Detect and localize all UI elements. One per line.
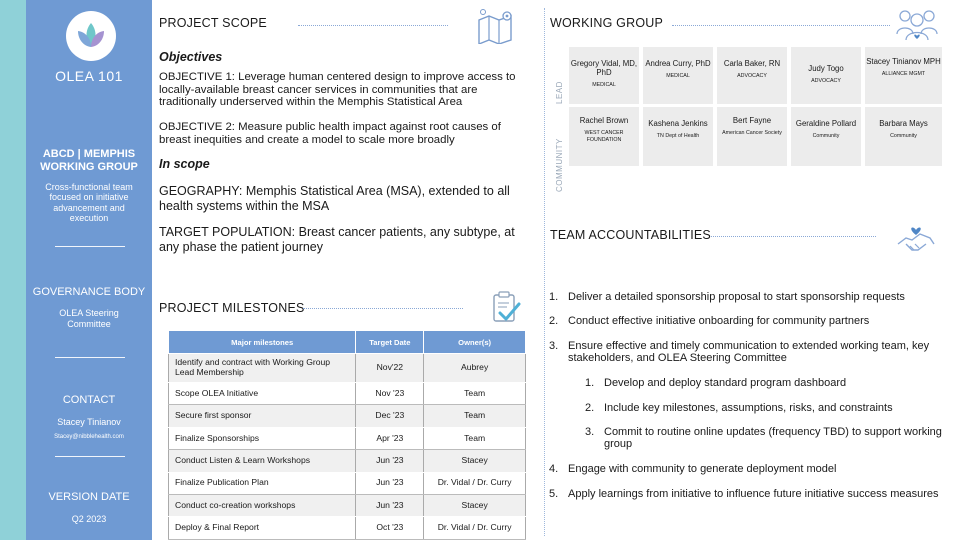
sidebar-divider: [55, 456, 125, 457]
sidebar-accent-strip: [0, 0, 26, 540]
member-name: Bert Fayne: [732, 116, 772, 125]
lead-member-card: [865, 47, 942, 104]
table-row: [169, 354, 526, 383]
member-org: ADVOCACY: [811, 78, 841, 85]
table-header-row: [169, 331, 526, 354]
owner-cell: Stacey: [424, 494, 526, 516]
date-cell: Apr '23: [356, 427, 424, 449]
project-milestones-title: PROJECT MILESTONES: [159, 301, 305, 315]
sidebar-divider: [55, 246, 125, 247]
milestones-table: [168, 330, 526, 540]
item-number: 2.: [585, 402, 595, 414]
objective-1: OBJECTIVE 1: Leverage human centered design to improve access to locally-available breast cancer services in communities that are traditionally underserved within the Memphis Statistical Area: [159, 71, 516, 109]
owner-cell: Stacey: [424, 450, 526, 472]
column-header: Major milestones: [169, 331, 356, 354]
geography-text: GEOGRAPHY: Memphis Statistical Area (MSA), extended to all health systems within the MSA: [159, 184, 510, 213]
item-text: Engage with community to generate deployment model: [568, 463, 837, 475]
item-text: Develop and deploy standard program dashboard: [604, 377, 847, 389]
member-org: MEDICAL: [666, 73, 690, 80]
working-group-name: ABCD | MEMPHIS WORKING GROUP: [40, 148, 138, 173]
milestone-cell: Finalize Sponsorships: [169, 427, 356, 449]
lotus-logo-icon: [66, 11, 116, 61]
item-number: 5.: [549, 488, 559, 500]
target-population-text: TARGET POPULATION: Breast cancer patients, any subtype, at any phase the patient journey: [159, 225, 515, 254]
community-member-card: [791, 107, 861, 166]
table-row: [169, 450, 526, 472]
lead-member-card: [717, 47, 787, 104]
table-row: [169, 427, 526, 449]
item-text: Ensure effective and timely communication to extended working team, key stakeholders, and OLEA Steering Committee: [568, 340, 930, 365]
milestone-cell: Finalize Publication Plan: [169, 472, 356, 494]
contact-email[interactable]: Stacey@nibblehealth.com: [54, 434, 124, 440]
owner-cell: Dr. Vidal / Dr. Curry: [424, 472, 526, 494]
member-org: TN Dept of Health: [656, 133, 700, 140]
member-org: Community: [812, 133, 840, 140]
date-cell: Jun '23: [356, 450, 424, 472]
item-number: 3.: [585, 426, 595, 438]
in-scope-heading: In scope: [159, 157, 210, 171]
governance-value: OLEA Steering Committee: [59, 308, 119, 329]
milestone-cell: Conduct co-creation workshops: [169, 494, 356, 516]
logo: [66, 11, 116, 61]
member-name: Carla Baker, RN: [723, 59, 781, 68]
table-row: [169, 494, 526, 516]
date-cell: Jun '23: [356, 472, 424, 494]
column-divider: [544, 8, 545, 536]
milestone-cell: Deploy & Final Report: [169, 517, 356, 539]
community-member-card: [643, 107, 713, 166]
title-dotted-rule: [298, 25, 448, 26]
working-group-title: WORKING GROUP: [550, 16, 664, 30]
sidebar-title: OLEA 101: [55, 68, 123, 84]
table-row: [169, 383, 526, 405]
milestone-cell: Identify and contract with Working Group Lead Membership: [169, 354, 356, 383]
title-dotted-rule: [303, 308, 463, 309]
member-name: Andrea Curry, PhD: [645, 59, 711, 68]
member-org: ADVOCACY: [737, 73, 767, 80]
project-scope-title: PROJECT SCOPE: [159, 16, 267, 30]
contact-heading: CONTACT: [62, 394, 116, 406]
member-org: MEDICAL: [592, 82, 616, 89]
clipboard-check-icon: [489, 290, 521, 329]
lead-member-card: [791, 47, 861, 104]
member-org: Community: [890, 133, 917, 140]
item-text: Commit to routine online updates (frequency TBD) to support working group: [604, 426, 942, 451]
community-member-card: [717, 107, 787, 166]
map-icon: [475, 8, 517, 49]
version-heading: VERSION DATE: [48, 491, 130, 503]
milestone-cell: Conduct Listen & Learn Workshops: [169, 450, 356, 472]
item-text: Include key milestones, assumptions, risks, and constraints: [604, 402, 893, 414]
lead-member-card: [569, 47, 639, 104]
item-text: Conduct effective initiative onboarding for community partners: [568, 315, 870, 327]
owner-cell: Team: [424, 427, 526, 449]
governance-heading: GOVERNANCE BODY: [32, 286, 146, 298]
title-dotted-rule: [672, 25, 890, 26]
handshake-heart-icon: [896, 222, 936, 261]
contact-name: Stacey Tinianov: [57, 417, 121, 427]
table-row: [169, 517, 526, 539]
column-header: Target Date: [356, 331, 424, 354]
working-group-description: Cross-functional team focused on initiative advancement and execution: [45, 182, 133, 224]
table-row: [169, 405, 526, 427]
item-number: 2.: [549, 315, 559, 327]
community-row-label: COMMUNITY: [555, 138, 564, 192]
date-cell: Oct '23: [356, 517, 424, 539]
community-member-card: [569, 107, 639, 166]
item-text: Apply learnings from initiative to influence future initiative success measures: [568, 488, 939, 500]
owner-cell: Dr. Vidal / Dr. Curry: [424, 517, 526, 539]
table-row: [169, 472, 526, 494]
lead-row-label: LEAD: [555, 81, 564, 104]
item-number: 1.: [549, 291, 559, 303]
item-number: 3.: [549, 340, 559, 352]
column-header: Owner(s): [424, 331, 526, 354]
objectives-heading: Objectives: [159, 50, 223, 64]
member-name: Kashena Jenkins: [648, 119, 708, 128]
owner-cell: Team: [424, 405, 526, 427]
member-name: Gregory Vidal, MD, PhD: [570, 59, 638, 78]
owner-cell: Team: [424, 383, 526, 405]
objective-2: OBJECTIVE 2: Measure public health impact against root causes of breast inequities and create a model to scale more broadly: [159, 121, 501, 146]
community-member-card: [865, 107, 942, 166]
item-text: Deliver a detailed sponsorship proposal to start sponsorship requests: [568, 291, 905, 303]
team-accountabilities-title: TEAM ACCOUNTABILITIES: [550, 228, 711, 242]
member-org: ALLIANCE MGMT: [881, 71, 926, 78]
member-name: Rachel Brown: [579, 116, 629, 125]
lead-member-card: [643, 47, 713, 104]
milestone-cell: Secure first sponsor: [169, 405, 356, 427]
title-dotted-rule: [711, 236, 876, 237]
item-number: 4.: [549, 463, 559, 475]
owner-cell: Aubrey: [424, 354, 526, 383]
member-name: Stacey Tinianov MPH: [866, 57, 941, 66]
sidebar-divider: [55, 357, 125, 358]
people-group-icon: [895, 6, 939, 49]
member-org: WEST CANCER FOUNDATION: [584, 130, 624, 143]
milestone-cell: Scope OLEA Initiative: [169, 383, 356, 405]
member-name: Geraldine Pollard: [795, 119, 857, 128]
item-number: 1.: [585, 377, 595, 389]
version-value: Q2 2023: [71, 514, 107, 524]
member-org: American Cancer Society: [722, 130, 782, 137]
date-cell: Nov '23: [356, 383, 424, 405]
date-cell: Dec '23: [356, 405, 424, 427]
date-cell: Jun '23: [356, 494, 424, 516]
member-name: Judy Togo: [808, 64, 844, 73]
member-name: Barbara Mays: [879, 119, 928, 128]
date-cell: Nov'22: [356, 354, 424, 383]
